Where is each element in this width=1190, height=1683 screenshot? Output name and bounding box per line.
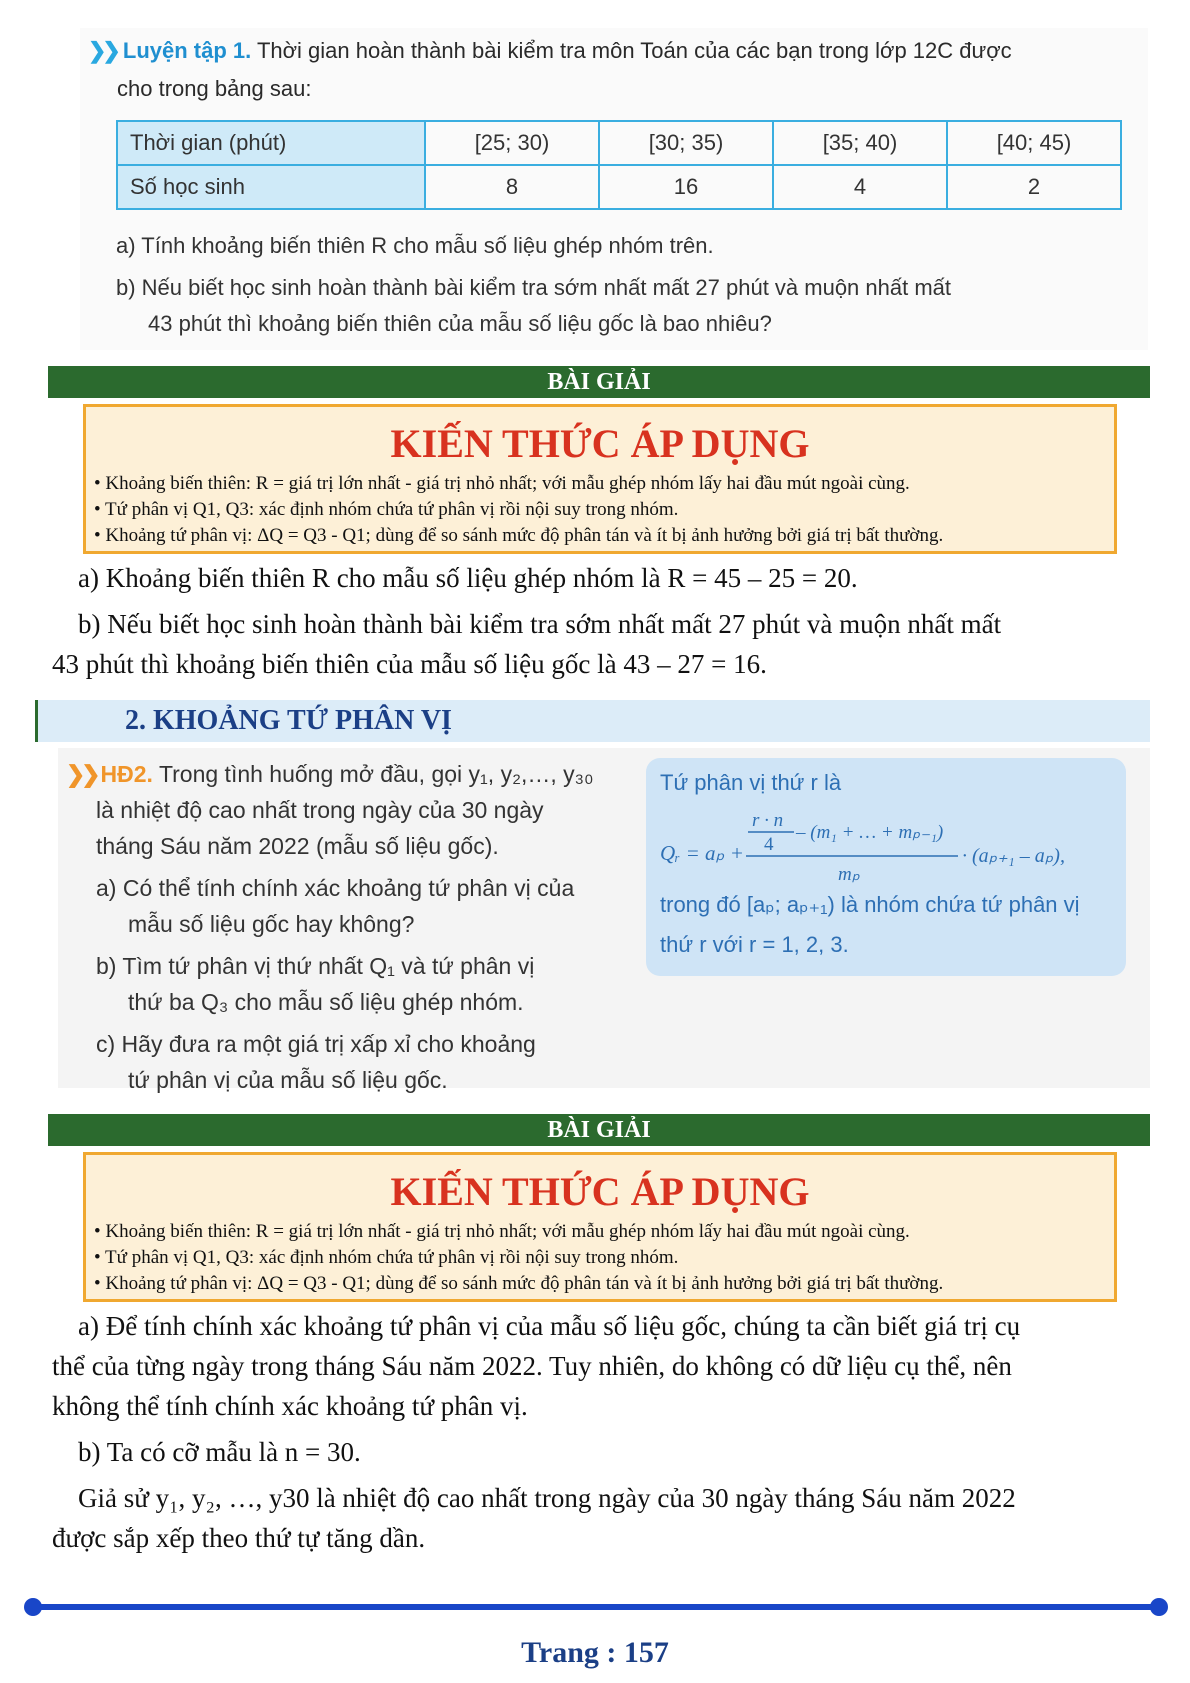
- answer-1b-line1: b) Nếu biết học sinh hoàn thành bài kiểm tra sớm nhất mất 27 phút và muộn nhất mất: [78, 609, 1002, 639]
- section-title: 2. KHOẢNG TỨ PHÂN VỊ: [125, 705, 452, 736]
- knowledge-item: • Tứ phân vị Q1, Q3: xác định nhóm chứa tứ phân vị rồi nội suy trong nhóm.: [94, 1247, 679, 1268]
- solution-bar: BÀI GIẢI: [48, 1114, 1150, 1146]
- answer-2a-line3: không thể tính chính xác khoảng tứ phân vị.: [52, 1391, 528, 1421]
- formula-num-den: 4: [764, 834, 774, 855]
- bubble-line3: trong đó [aₚ; aₚ₊₁) là nhóm chứa tứ phân vị: [660, 892, 1080, 917]
- activity-line1: Trong tình huống mở đầu, gọi y₁, y₂,…, y₃₀: [158, 761, 594, 787]
- knowledge-item: • Khoảng tứ phân vị: ΔQ = Q3 - Q1; dùng để so sánh mức độ phân tán và ít bị ảnh hưởng bởi giá trị bất thường.: [94, 1273, 944, 1294]
- answer-1a: a) Khoảng biến thiên R cho mẫu số liệu ghép nhóm là R = 45 – 25 = 20.: [78, 563, 858, 593]
- knowledge-box: [83, 1152, 1117, 1302]
- answer-2a-line2: thể của từng ngày trong tháng Sáu năm 2022. Tuy nhiên, do không có dữ liệu cụ thể, nên: [52, 1351, 1012, 1381]
- knowledge-item: • Khoảng biến thiên: R = giá trị lớn nhất - giá trị nhỏ nhất; với mẫu ghép nhóm lấy hai đầu mút ngoài cùng.: [94, 473, 910, 494]
- table-cell: 2: [947, 165, 1121, 209]
- footer-dot-left: [24, 1598, 42, 1616]
- table-cell: 16: [599, 165, 773, 209]
- knowledge-box: [83, 404, 1117, 554]
- question-b: [116, 270, 1146, 342]
- activity-label: HĐ2.: [100, 761, 153, 787]
- activity-a2: mẫu số liệu gốc hay không?: [128, 911, 415, 937]
- activity-b1: b) Tìm tứ phân vị thứ nhất Q₁ và tứ phân vị: [96, 953, 535, 979]
- section-marker: [35, 700, 38, 742]
- exercise-intro-line2: cho trong bảng sau:: [117, 76, 312, 101]
- knowledge-title: KIẾN THỨC ÁP DỤNG: [390, 1169, 810, 1214]
- formula-num-top: r · n: [752, 810, 784, 831]
- knowledge-item: • Tứ phân vị Q1, Q3: xác định nhóm chứa tứ phân vị rồi nội suy trong nhóm.: [94, 499, 679, 520]
- knowledge-item: • Khoảng tứ phân vị: ΔQ = Q3 - Q1; dùng để so sánh mức độ phân tán và ít bị ảnh hưởng bởi giá trị bất thường.: [94, 525, 944, 546]
- double-chevron-icon: ❯❯: [88, 38, 117, 63]
- table-cell: 8: [425, 165, 599, 209]
- footer-divider: [32, 1604, 1160, 1610]
- question-b-line2: 43 phút thì khoảng biến thiên của mẫu số liệu gốc là bao nhiêu?: [148, 311, 772, 336]
- exercise-label: Luyện tập 1.: [122, 38, 252, 63]
- exercise-1-block: [80, 28, 1148, 350]
- knowledge-title: KIẾN THỨC ÁP DỤNG: [390, 421, 810, 466]
- answer-2b: b) Ta có cỡ mẫu là n = 30.: [78, 1437, 361, 1467]
- answer-2c-line2: được sắp xếp theo thứ tự tăng dần.: [52, 1523, 426, 1553]
- activity-text: [66, 756, 636, 1098]
- footer-dot-right: [1150, 1598, 1168, 1616]
- question-a: a) Tính khoảng biến thiên R cho mẫu số liệu ghép nhóm trên.: [116, 233, 714, 258]
- table-row: [117, 165, 1121, 209]
- table-cell: [35; 40): [773, 121, 947, 165]
- answer-1b-line2: 43 phút thì khoảng biến thiên của mẫu số liệu gốc là 43 – 27 = 16.: [52, 649, 767, 679]
- table-cell: [25; 30): [425, 121, 599, 165]
- activity-a1: a) Có thể tính chính xác khoảng tứ phân vị của: [96, 875, 575, 901]
- solution-bar: BÀI GIẢI: [48, 366, 1150, 398]
- question-b-line1: b) Nếu biết học sinh hoàn thành bài kiểm tra sớm nhất mất 27 phút và muộn nhất mất: [116, 275, 952, 300]
- table-cell: 4: [773, 165, 947, 209]
- activity-b2: thứ ba Q₃ cho mẫu số liệu ghép nhóm.: [128, 989, 524, 1015]
- page-number: Trang : 157: [521, 1636, 669, 1669]
- table-cell: [40; 45): [947, 121, 1121, 165]
- bubble-line4: thứ r với r = 1, 2, 3.: [660, 932, 849, 957]
- answer-1: [52, 558, 1132, 684]
- answer-2a-line1: a) Để tính chính xác khoảng tứ phân vị của mẫu số liệu gốc, chúng ta cần biết giá trị cụ: [78, 1311, 1021, 1341]
- double-chevron-icon: ❯❯: [66, 761, 97, 787]
- formula-den: mₚ: [838, 864, 860, 885]
- activity-block: [58, 748, 1150, 1093]
- exercise-intro-line1: Thời gian hoàn thành bài kiểm tra môn Toán của các bạn trong lớp 12C được: [256, 38, 1012, 63]
- quartile-formula: [656, 808, 1116, 888]
- knowledge-item: • Khoảng biến thiên: R = giá trị lớn nhất - giá trị nhỏ nhất; với mẫu ghép nhóm lấy hai đầu mút ngoài cùng.: [94, 1221, 910, 1242]
- formula-bubble: [646, 758, 1126, 976]
- answer-2c-line1: Giả sử y₁, y₂, …, y30 là nhiệt độ cao nhất trong ngày của 30 ngày tháng Sáu năm 2022: [78, 1483, 1016, 1513]
- formula-rhs: · (aₚ₊₁ – aₚ),: [962, 845, 1065, 867]
- formula-num-rest: – (m₁ + … + mₚ₋₁): [796, 822, 944, 843]
- formula-lhs: Qᵣ = aₚ +: [660, 841, 744, 865]
- data-table: [116, 120, 1122, 210]
- activity-c2: tứ phân vị của mẫu số liệu gốc.: [128, 1067, 448, 1093]
- answer-2: [52, 1306, 1132, 1558]
- bubble-line1: Tứ phân vị thứ r là: [660, 770, 842, 795]
- activity-line3: tháng Sáu năm 2022 (mẫu số liệu gốc).: [96, 833, 499, 859]
- table-row: [117, 121, 1121, 165]
- section-heading: [35, 700, 1150, 742]
- table-cell: [30; 35): [599, 121, 773, 165]
- table-header-cell: Thời gian (phút): [117, 121, 425, 165]
- activity-c1: c) Hãy đưa ra một giá trị xấp xỉ cho khoảng: [96, 1031, 536, 1057]
- activity-line2: là nhiệt độ cao nhất trong ngày của 30 ngày: [96, 797, 544, 823]
- table-header-cell: Số học sinh: [117, 165, 425, 209]
- exercise-1-intro: [88, 32, 1138, 108]
